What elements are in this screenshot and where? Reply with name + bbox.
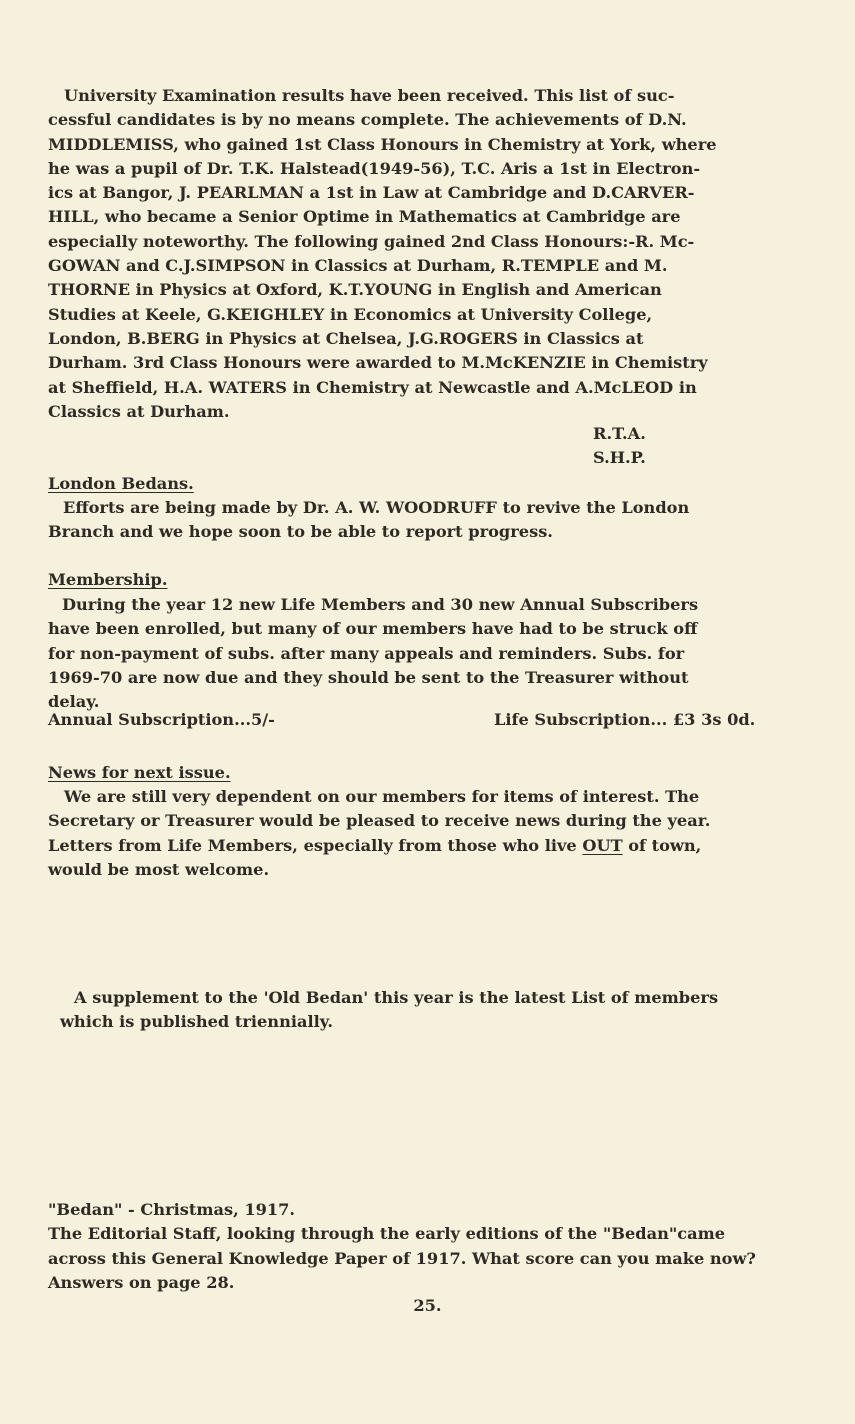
text-line: Branch and we hope soon to be able to report progress. — [48, 522, 553, 542]
emphasis-out: OUT — [582, 835, 623, 855]
text-line: "Bedan" - Christmas, 1917. — [48, 1200, 296, 1219]
london-bedans-paragraph — [48, 496, 690, 545]
text-line: 1969-70 are now due and they should be sent to the Treasurer without — [48, 667, 689, 687]
text-line: would be most welcome. — [48, 859, 270, 879]
text-line: he was a pupil of Dr. T.K. Halstead(1949-56), T.C. Aris a 1st in Electron- — [48, 158, 701, 178]
text-segment: of town, — [622, 835, 702, 855]
text-line: Classics at Durham. — [48, 401, 230, 421]
text-line: Studies at Keele, G.KEIGHLEY in Economics at University College, — [48, 304, 653, 324]
text-line: A supplement to the 'Old Bedan' this year is the latest List of members — [74, 988, 719, 1007]
text-line: ics at Bangor, J. PEARLMAN a 1st in Law at Cambridge and D.CARVER- — [48, 183, 695, 203]
text-line: Durham. 3rd Class Honours were awarded to M.McKENZIE in Chemistry — [48, 353, 708, 373]
section-heading-news: News for next issue. — [48, 763, 231, 782]
initials-line: S.H.P. — [593, 448, 646, 467]
author-initials — [593, 422, 646, 470]
text-line: which is published triennially. — [60, 1012, 333, 1032]
life-subscription-fee: Life Subscription... £3 3s 0d. — [494, 710, 756, 729]
supplement-paragraph — [60, 986, 719, 1035]
initials-line: R.T.A. — [593, 424, 646, 443]
text-line: across this General Knowledge Paper of 1917. What score can you make now? — [48, 1248, 756, 1268]
text-line: THORNE in Physics at Oxford, K.T.YOUNG in English and American — [48, 280, 662, 300]
text-line: HILL, who became a Senior Optime in Mathematics at Cambridge are — [48, 207, 681, 227]
section-heading-london-bedans: London Bedans. — [48, 474, 194, 493]
bedan-1917-paragraph — [48, 1198, 756, 1295]
text-line: delay. — [48, 692, 100, 712]
exam-results-paragraph — [48, 84, 717, 424]
text-segment: Letters from Life Members, especially from those who live — [48, 835, 583, 855]
membership-paragraph — [48, 593, 699, 714]
text-line: for non-payment of subs. after many appeals and reminders. Subs. for — [48, 643, 685, 663]
annual-subscription-fee: Annual Subscription...5/- — [48, 710, 275, 729]
text-line — [48, 834, 710, 858]
text-line: During the year 12 new Life Members and 30 new Annual Subscribers — [62, 595, 699, 614]
text-line: Efforts are being made by Dr. A. W. WOODRUFF to revive the London — [63, 498, 690, 517]
text-line: have been enrolled, but many of our members have had to be struck off — [48, 619, 698, 639]
text-line: especially noteworthy. The following gained 2nd Class Honours:-R. Mc- — [48, 231, 695, 251]
text-line: The Editorial Staff, looking through the early editions of the "Bedan"came — [48, 1224, 726, 1244]
text-line: GOWAN and C.J.SIMPSON in Classics at Durham, R.TEMPLE and M. — [48, 256, 668, 276]
news-paragraph — [48, 785, 711, 882]
text-line: University Examination results have been received. This list of suc- — [64, 86, 675, 105]
text-line: We are still very dependent on our members for items of interest. The — [64, 787, 700, 806]
page-number: 25. — [413, 1296, 442, 1315]
text-line: cessful candidates is by no means complete. The achievements of D.N. — [48, 110, 687, 130]
section-heading-membership: Membership. — [48, 570, 168, 589]
text-line: at Sheffield, H.A. WATERS in Chemistry at Newcastle and A.McLEOD in — [48, 377, 697, 397]
text-line: Answers on page 28. — [48, 1272, 235, 1292]
text-line: MIDDLEMISS, who gained 1st Class Honours in Chemistry at York, where — [48, 134, 717, 154]
text-line: Secretary or Treasurer would be pleased to receive news during the year. — [48, 811, 711, 831]
text-line: London, B.BERG in Physics at Chelsea, J.G.ROGERS in Classics at — [48, 328, 644, 348]
